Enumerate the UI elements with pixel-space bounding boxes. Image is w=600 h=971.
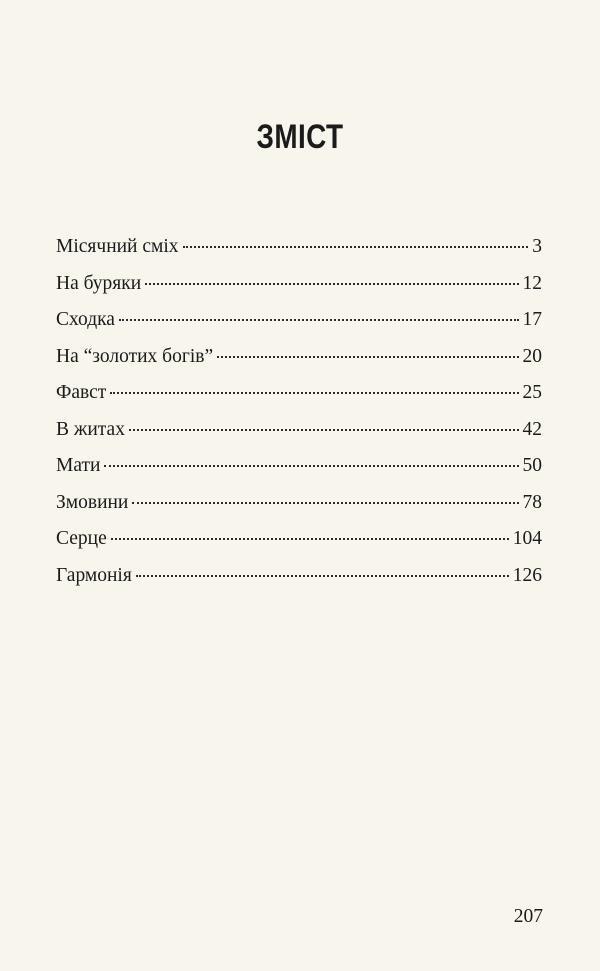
dot-leader xyxy=(145,283,518,285)
toc-entry-title: Фавст xyxy=(56,382,107,403)
toc-entry-page: 3 xyxy=(532,236,542,257)
toc-entry xyxy=(56,346,542,383)
toc-entry xyxy=(56,273,542,310)
dot-leader xyxy=(136,575,509,577)
table-of-contents xyxy=(56,236,542,601)
page-number: 207 xyxy=(513,906,543,927)
dot-leader xyxy=(104,465,518,467)
toc-entry-page: 78 xyxy=(522,491,542,513)
toc-entry-title: Змовини xyxy=(56,491,129,513)
toc-entry-title: Сходка xyxy=(56,309,115,330)
toc-entry xyxy=(56,565,542,602)
toc-entry xyxy=(56,419,542,456)
toc-entry-title: Гармонія xyxy=(56,564,132,586)
toc-entry xyxy=(56,382,542,419)
toc-entry-page: 25 xyxy=(522,382,542,403)
toc-entry xyxy=(56,455,542,492)
toc-entry-title: В житах xyxy=(56,418,125,440)
toc-entry-page: 12 xyxy=(522,272,542,294)
dot-leader xyxy=(111,538,509,540)
toc-entry-page: 126 xyxy=(512,564,542,586)
toc-entry-page: 104 xyxy=(512,528,542,549)
dot-leader xyxy=(129,429,519,431)
toc-entry xyxy=(56,492,542,529)
toc-entry-title: На буряки xyxy=(56,272,142,294)
toc-entry xyxy=(56,309,542,346)
toc-entry-title: На “золотих богів” xyxy=(56,345,214,367)
toc-entry-page: 20 xyxy=(522,345,542,367)
dot-leader xyxy=(119,319,519,321)
dot-leader xyxy=(183,246,529,248)
dot-leader xyxy=(132,502,518,504)
toc-entry xyxy=(56,528,542,565)
toc-entry-title: Мати xyxy=(56,455,101,476)
page-title: ЗМІСТ xyxy=(256,118,344,156)
dot-leader xyxy=(110,392,518,394)
toc-entry-page: 17 xyxy=(522,309,542,330)
dot-leader xyxy=(217,356,518,358)
toc-entry-page: 50 xyxy=(522,455,542,476)
toc-entry-page: 42 xyxy=(522,418,542,440)
toc-entry-title: Серце xyxy=(56,528,107,549)
toc-entry xyxy=(56,236,542,273)
toc-entry-title: Місячний сміх xyxy=(56,236,179,257)
